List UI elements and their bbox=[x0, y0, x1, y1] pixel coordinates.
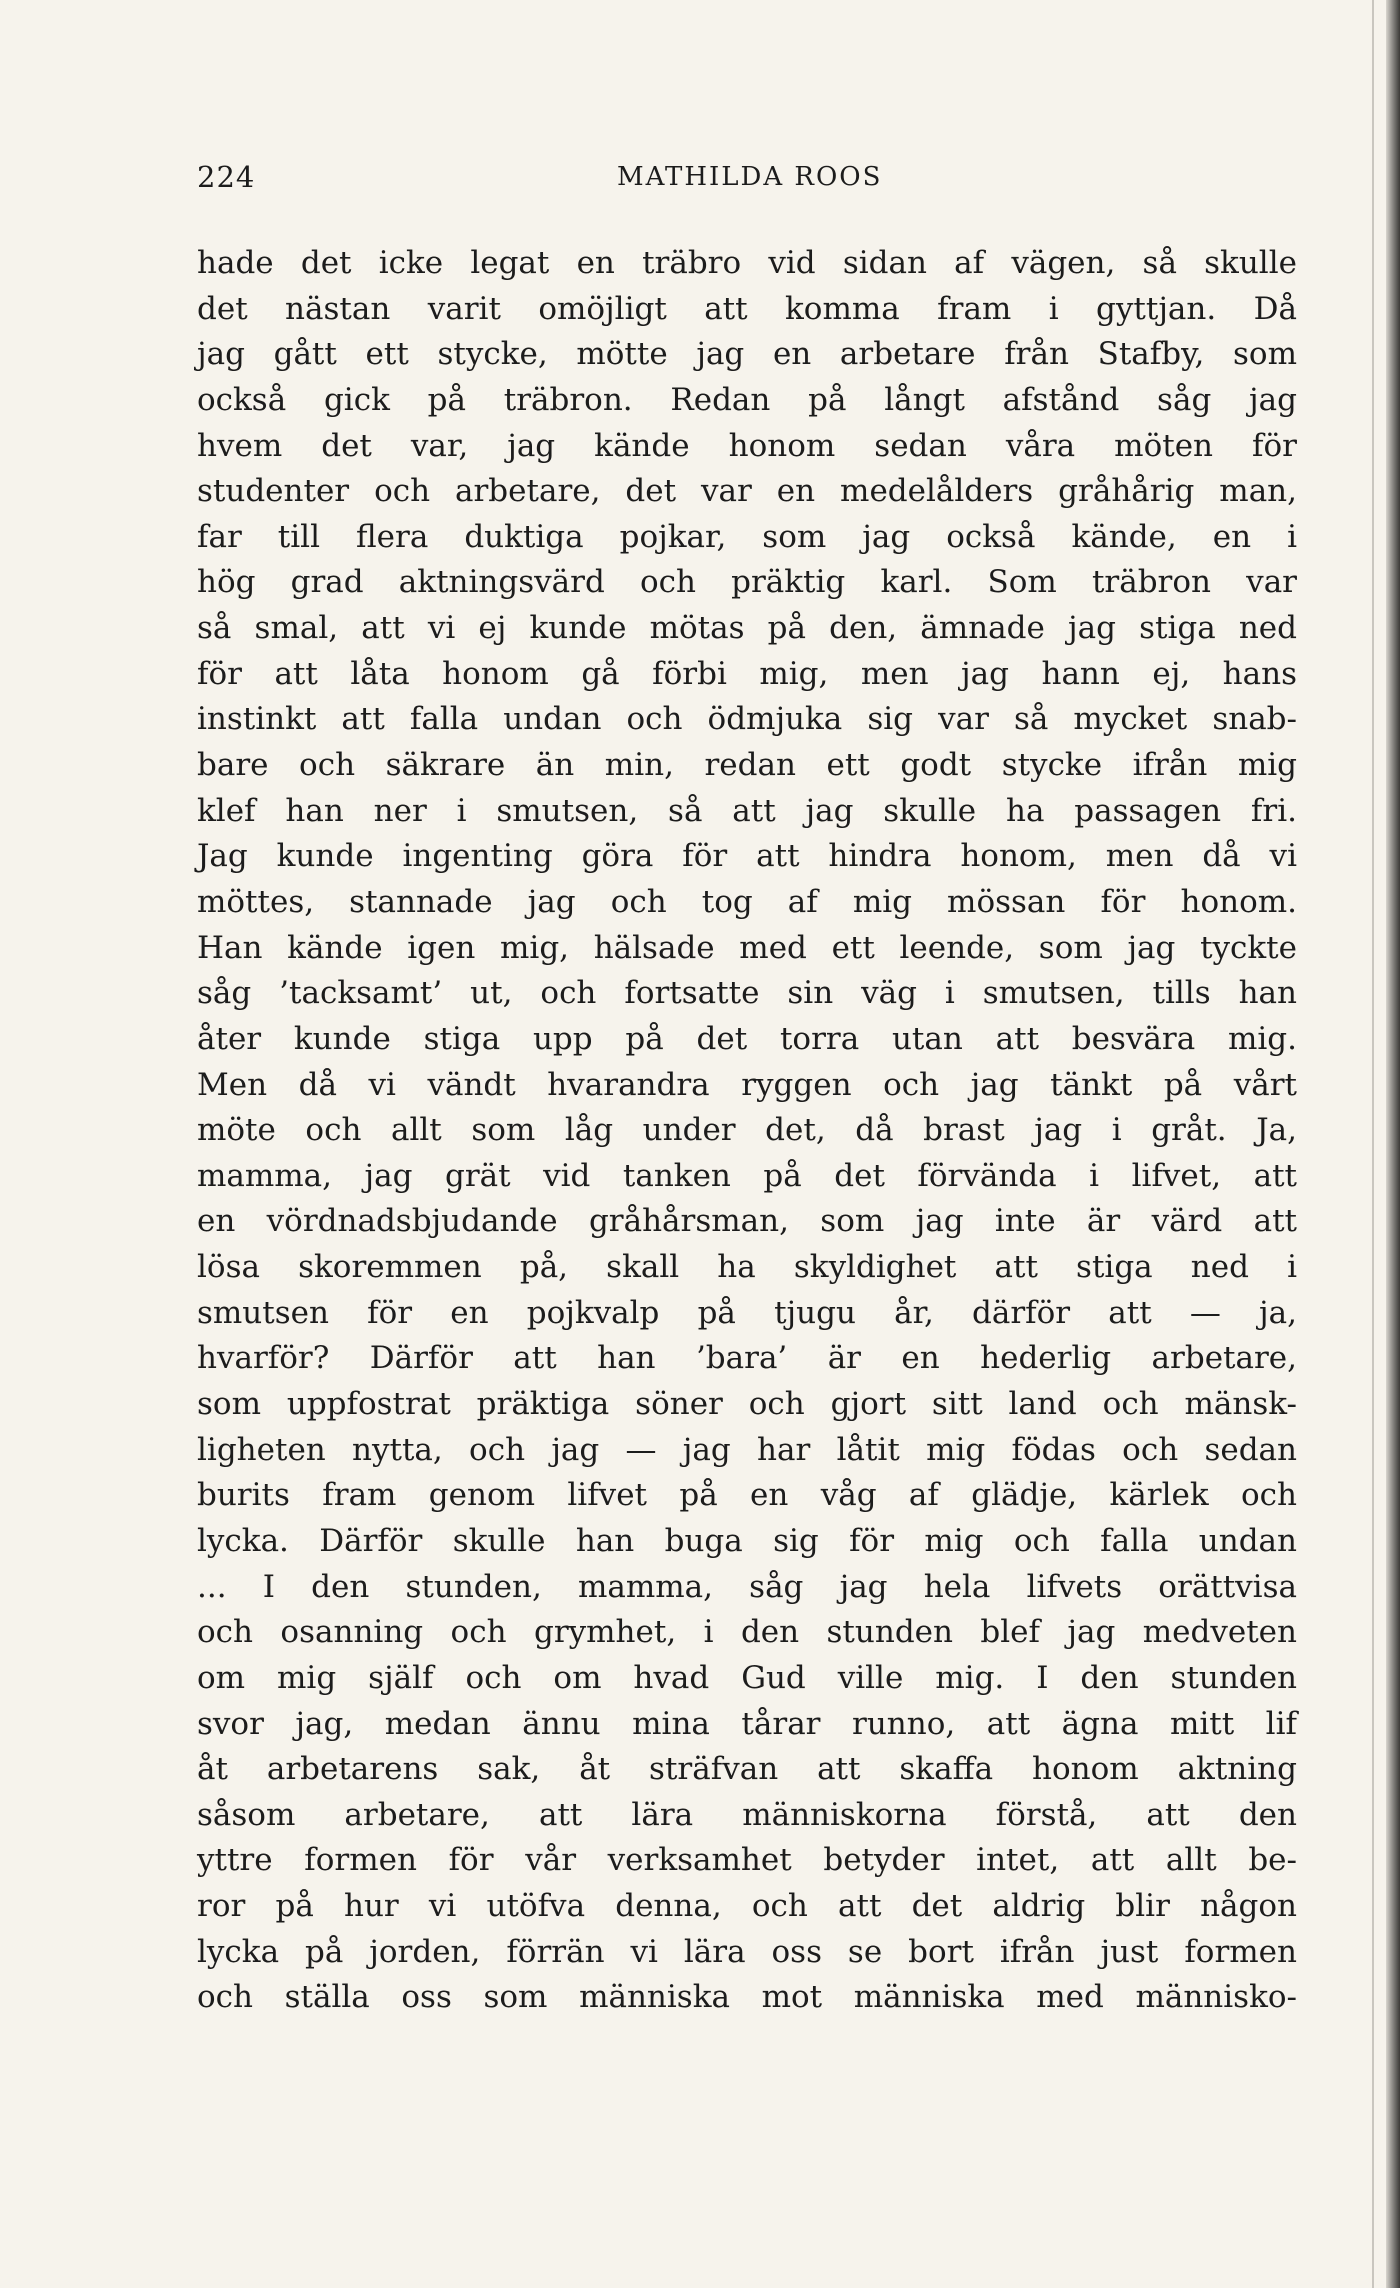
page-edge-shadow bbox=[1386, 0, 1400, 2288]
running-title: MATHILDA ROOS bbox=[617, 162, 883, 192]
text-line: hög grad aktningsvärd och präktig karl. Som träbron var bbox=[197, 564, 1297, 601]
text-line: hvarför? Därför att han ’bara’ är en hederlig arbetare, bbox=[197, 1340, 1297, 1377]
text-line: jag gått ett stycke, mötte jag en arbetare från Stafby, som bbox=[197, 336, 1297, 373]
text-line: såsom arbetare, att lära människorna förstå, att den bbox=[197, 1796, 1297, 1833]
text-line: smutsen för en pojkvalp på tjugu år, därför att — ja, bbox=[197, 1294, 1297, 1331]
text-line: bare och säkrare än min, redan ett godt stycke ifrån mig bbox=[197, 747, 1297, 784]
text-line: möte och allt som låg under det, då brast jag i gråt. Ja, bbox=[197, 1112, 1297, 1149]
text-line: en vördnadsbjudande gråhårsman, som jag inte är värd att bbox=[197, 1203, 1297, 1240]
text-line: ... I den stunden, mamma, såg jag hela lifvets orättvisa bbox=[197, 1568, 1297, 1605]
text-line: åt arbetarens sak, åt sträfvan att skaffa honom aktning bbox=[197, 1751, 1297, 1788]
text-line: klef han ner i smutsen, så att jag skulle ha passagen fri. bbox=[197, 792, 1297, 829]
text-line: far till flera duktiga pojkar, som jag också kände, en i bbox=[197, 518, 1297, 555]
text-line: som uppfostrat präktiga söner och gjort sitt land och mänsk- bbox=[197, 1386, 1297, 1423]
text-line: och ställa oss som människa mot människa med människo- bbox=[197, 1979, 1297, 2016]
text-line: yttre formen för vår verksamhet betyder intet, att allt be- bbox=[197, 1842, 1297, 1879]
text-line: hvem det var, jag kände honom sedan våra möten för bbox=[197, 427, 1297, 464]
text-line: lycka. Därför skulle han buga sig för mig och falla undan bbox=[197, 1522, 1297, 1559]
text-line: Han kände igen mig, hälsade med ett leende, som jag tyckte bbox=[197, 929, 1297, 966]
text-line: ligheten nytta, och jag — jag har låtit mig födas och sedan bbox=[197, 1431, 1297, 1468]
running-head bbox=[197, 160, 1297, 200]
text-line: studenter och arbetare, det var en medelålders gråhårig man, bbox=[197, 473, 1297, 510]
text-line: och osanning och grymhet, i den stunden blef jag medveten bbox=[197, 1614, 1297, 1651]
text-line: för att låta honom gå förbi mig, men jag hann ej, hans bbox=[197, 655, 1297, 692]
text-line: möttes, stannade jag och tog af mig mössan för honom. bbox=[197, 883, 1297, 920]
text-line: också gick på träbron. Redan på långt afstånd såg jag bbox=[197, 381, 1297, 418]
text-line: det nästan varit omöjligt att komma fram i gyttjan. Då bbox=[197, 290, 1297, 327]
text-line: såg ’tacksamt’ ut, och fortsatte sin väg i smutsen, tills han bbox=[197, 975, 1297, 1012]
text-line: lösa skoremmen på, skall ha skyldighet att stiga ned i bbox=[197, 1249, 1297, 1286]
text-line: hade det icke legat en träbro vid sidan af vägen, så skulle bbox=[197, 245, 1297, 281]
text-line: instinkt att falla undan och ödmjuka sig var så mycket snab- bbox=[197, 701, 1297, 738]
text-line: lycka på jorden, förrän vi lära oss se bort ifrån just formen bbox=[197, 1933, 1297, 1970]
body-text bbox=[197, 241, 1297, 2021]
page-number: 224 bbox=[197, 160, 256, 194]
text-line: ror på hur vi utöfva denna, och att det aldrig blir någon bbox=[197, 1888, 1297, 1925]
text-line: Jag kunde ingenting göra för att hindra honom, men då vi bbox=[197, 838, 1297, 875]
text-line: Men då vi vändt hvarandra ryggen och jag tänkt på vårt bbox=[197, 1066, 1297, 1103]
text-line: mamma, jag grät vid tanken på det förvända i lifvet, att bbox=[197, 1157, 1297, 1194]
text-line: så smal, att vi ej kunde mötas på den, ämnade jag stiga ned bbox=[197, 610, 1297, 647]
text-line: om mig själf och om hvad Gud ville mig. I den stunden bbox=[197, 1659, 1297, 1696]
text-line: svor jag, medan ännu mina tårar runno, att ägna mitt lif bbox=[197, 1705, 1297, 1742]
page-edge-line bbox=[1372, 0, 1374, 2288]
text-line: åter kunde stiga upp på det torra utan att besvära mig. bbox=[197, 1020, 1297, 1057]
text-line: burits fram genom lifvet på en våg af glädje, kärlek och bbox=[197, 1477, 1297, 1514]
